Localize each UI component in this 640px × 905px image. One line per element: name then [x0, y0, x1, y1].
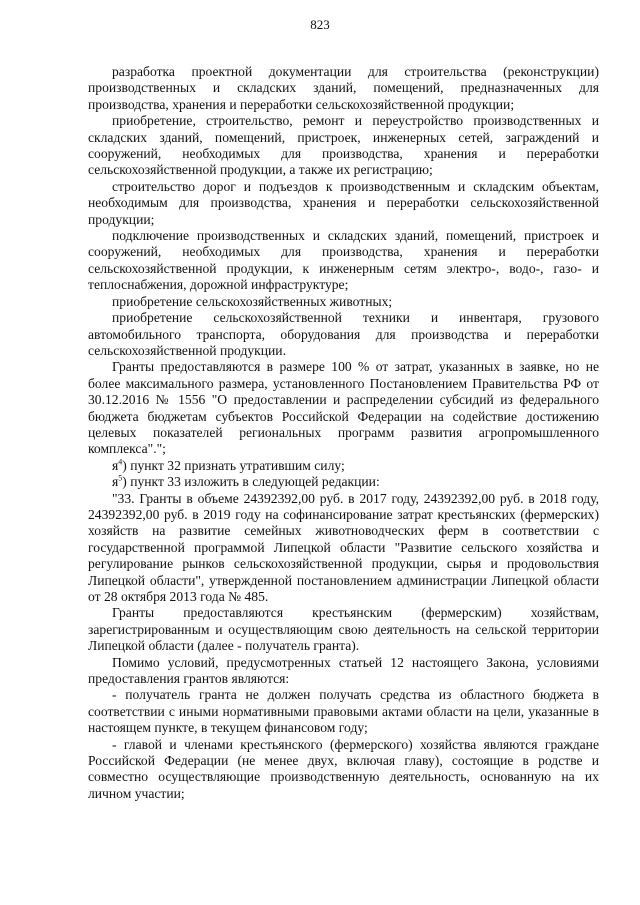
list-item-ya4: $я^4$) пункт 32 признать утратившим силу; [112, 457, 345, 473]
superscript-marker: 4 [118, 457, 123, 467]
paragraph: Гранты предоставляются крестьянским (фермерским) хозяйствам, зарегистрированным и осуществляющим свою деятельность на сельской территории Липецкой области (далее - получатель гранта). [88, 605, 599, 654]
paragraph: подключение производственных и складских зданий, помещений, пристроек и сооружений, необходимых для производства, хранения и переработки сельскохозяйственной продукции, к инженерным сетям электро-, водо-, газо- и теплоснабжения, дорожной инфраструктуре; [88, 228, 599, 293]
paragraph: приобретение сельскохозяйственных животных; [112, 293, 393, 309]
paragraph: - получатель гранта не должен получать средства из областного бюджета в соответствии с иными нормативными правовыми актами области на цели, указанные в настоящем пункте, в текущем финансовом году; [88, 687, 599, 736]
paragraph: "33. Гранты в объеме 24392392,00 руб. в 2017 году, 24392392,00 руб. в 2018 году, 24392392,00 руб. в 2019 году на софинансирование затрат крестьянских (фермерских) хозяйств на развитие семейных животноводческих ферм в соответствии с государственной программой Липецкой области "Развитие сельского хозяйства и регулирование рынков сельскохозяйственной продукции, сырья и продовольствия Липецкой области", утвержденной постановлением администрации Липецкой области от 28 октября 2013 года № 485. [88, 490, 599, 604]
superscript-marker: 5 [118, 473, 123, 483]
paragraph: Гранты предоставляются в размере 100 % от затрат, указанных в заявке, но не более максимального размера, установленного Постановлением Правительства РФ от 30.12.2016 № 1556 "О предоставлении и распределении субсидий из федерального бюджета бюджетам субъектов Российской Федерации на содействие достижению целевых показателей региональных программ развития агропромышленного комплекса"."; [88, 359, 599, 457]
list-item-ya5: $я^5$) пункт 33 изложить в следующей редакции: [112, 473, 380, 490]
paragraph: строительство дорог и подъездов к производственным и складским объектам, необходимым для производства, хранения и переработки сельскохозяйственной продукции; [88, 178, 599, 227]
paragraph: приобретение, строительство, ремонт и переустройство производственных и складских зданий, помещений, пристроек, инженерных сетей, заграждений и сооружений, необходимых для производства, хранения и переработки сельскохозяйственной продукции, а также их регистрацию; [88, 113, 599, 178]
paragraph: - главой и членами крестьянского (фермерского) хозяйства являются граждане Российской Федерации (не менее двух, включая главу), состоящие в родстве и совместно осуществляющие производственную деятельность, основанную на их личном участии; [88, 736, 599, 801]
paragraph: Помимо условий, предусмотренных статьей 12 настоящего Закона, условиями предоставления грантов являются: [88, 654, 599, 687]
paragraph: приобретение сельскохозяйственной техники и инвентаря, грузового автомобильного транспорта, оборудования для производства и переработки сельскохозяйственной продукции. [88, 310, 599, 358]
page-number: 823 [310, 17, 330, 32]
paragraph: разработка проектной документации для строительства (реконструкции) производственных и складских зданий, помещений, предназначенных для производства, хранения и переработки сельскохозяйственной продукции; [88, 64, 599, 112]
document-body [88, 64, 599, 802]
